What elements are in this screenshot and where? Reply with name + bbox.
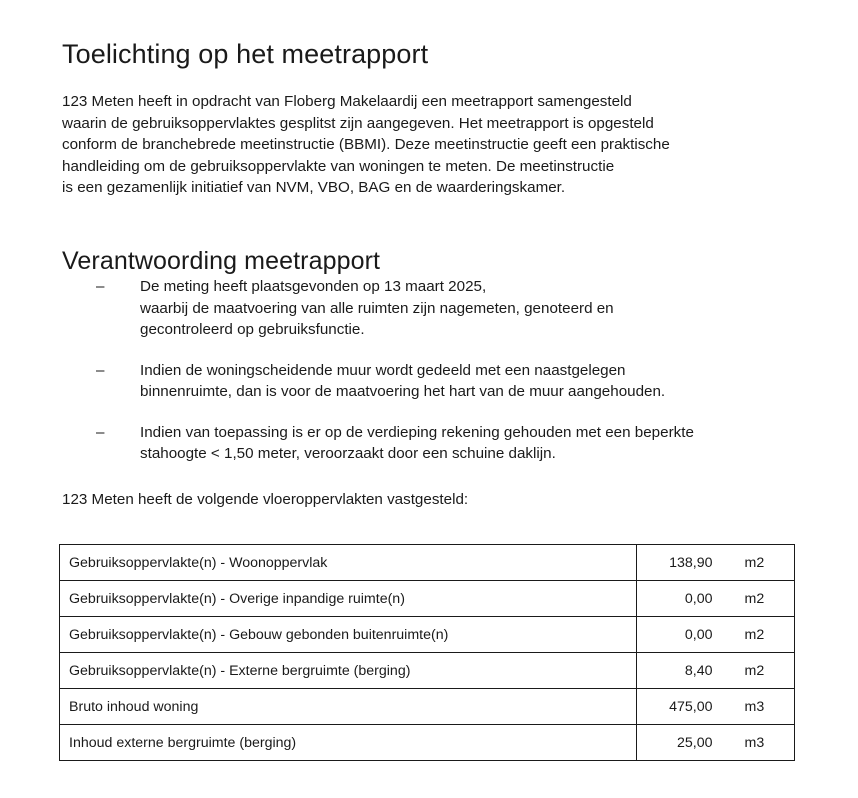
list-item-line: binnenruimte, dan is voor de maatvoering het hart van de muur aangehouden. — [140, 383, 666, 400]
vloeroppervlakten-table — [59, 544, 795, 761]
list-item-line: gecontroleerd op gebruiksfunctie. — [140, 321, 365, 338]
intro-paragraph-line: waarin de gebruiksoppervlaktes gesplitst zijn aangegeven. Het meetrapport is opgesteld — [62, 114, 654, 132]
table-cell-value: 0,00 — [637, 617, 723, 653]
table-cell-value: 475,00 — [637, 689, 723, 725]
intro-paragraph-line: 123 Meten heeft in opdracht van Floberg Makelaardij een meetrapport samengesteld — [62, 93, 632, 110]
table-cell-value: 0,00 — [637, 581, 723, 617]
intro-paragraph — [62, 91, 762, 199]
list-item — [62, 276, 782, 341]
table-row — [60, 689, 795, 725]
table-cell-label: Gebruiksoppervlakte(n) - Overige inpandige ruimte(n) — [60, 581, 637, 617]
intro-paragraph-line: is een gezamenlijk initiatief van NVM, VBO, BAG en de waarderingskamer. — [62, 179, 566, 196]
table-cell-unit: m3 — [723, 725, 795, 761]
list-item-line: waarbij de maatvoering van alle ruimten zijn nagemeten, genoteerd en — [140, 299, 614, 317]
table-cell-unit: m2 — [723, 653, 795, 689]
pre-table-caption: 123 Meten heeft de volgende vloeroppervlakten vastgesteld: — [62, 491, 469, 508]
table-row — [60, 545, 795, 581]
list-item-line: De meting heeft plaatsgevonden op 13 maart 2025, — [140, 278, 487, 295]
bullet-dash-icon: – — [96, 423, 105, 441]
table-cell-value: 25,00 — [637, 725, 723, 761]
table-row — [60, 617, 795, 653]
table-cell-unit: m2 — [723, 617, 795, 653]
table-cell-unit: m3 — [723, 689, 795, 725]
table-row — [60, 581, 795, 617]
bullet-dash-icon: – — [96, 278, 105, 295]
table-row — [60, 653, 795, 689]
bullet-dash-icon: – — [96, 361, 105, 379]
page-title: Toelichting op het meetrapport — [62, 39, 429, 70]
list-item-line: Indien de woningscheidende muur wordt gedeeld met een naastgelegen — [140, 361, 626, 379]
section-title: Verantwoording meetrapport — [62, 246, 381, 275]
table-cell-label: Gebruiksoppervlakte(n) - Woonoppervlak — [60, 545, 637, 581]
table-cell-label: Gebruiksoppervlakte(n) - Externe bergruimte (berging) — [60, 653, 637, 689]
table-body — [60, 545, 795, 761]
intro-paragraph-line: handleiding om de gebruiksoppervlakte van woningen te meten. De meetinstructie — [62, 157, 615, 175]
list-item-line: stahoogte < 1,50 meter, veroorzaakt door een schuine daklijn. — [140, 445, 556, 462]
list-item-line: Indien van toepassing is er op de verdieping rekening gehouden met een beperkte — [140, 423, 694, 441]
verantwoording-bullet-list — [62, 276, 782, 465]
table-row — [60, 725, 795, 761]
table-cell-unit: m2 — [723, 581, 795, 617]
table-cell-label: Bruto inhoud woning — [60, 689, 637, 725]
table-cell-value: 8,40 — [637, 653, 723, 689]
list-item — [62, 360, 782, 403]
table-cell-label: Inhoud externe bergruimte (berging) — [60, 725, 637, 761]
table-cell-value: 138,90 — [637, 545, 723, 581]
table-cell-label: Gebruiksoppervlakte(n) - Gebouw gebonden buitenruimte(n) — [60, 617, 637, 653]
table-cell-unit: m2 — [723, 545, 795, 581]
list-item — [62, 422, 782, 465]
intro-paragraph-line: conform de branchebrede meetinstructie (BBMI). Deze meetinstructie geeft een praktische — [62, 136, 670, 153]
